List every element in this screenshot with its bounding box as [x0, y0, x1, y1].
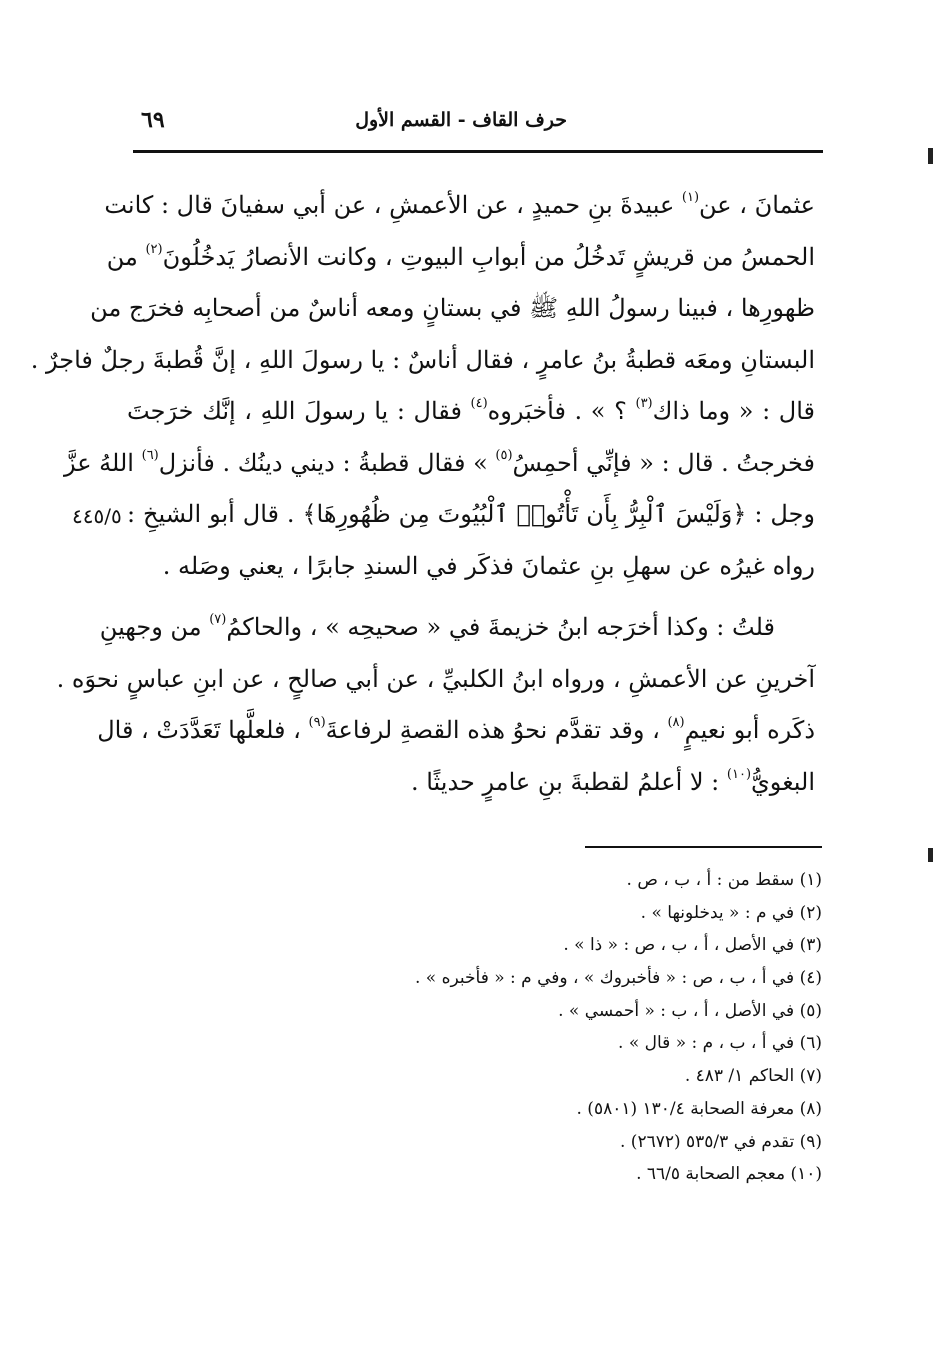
- text-line: عثمانَ ، عن$^{(١)}$ عبيدةَ بنِ حميدٍ ، عن الأعمشِ ، عن أبي سفيانَ قال : كانت: [104, 190, 815, 219]
- text-line: الحمسُ من قريشٍ تَدخُلُ من أبوابِ البيوتِ ، وكانت الأنصارُ يَدخُلُونَ$^{(٢)}$ من: [106, 241, 815, 271]
- margin-reference: ٤٤٥/٥: [72, 504, 122, 528]
- footnote-marker: (٩): [308, 715, 326, 730]
- footnote-marker: (٨): [667, 715, 685, 730]
- footnote: (٤) في أ ، ب ، ص : « فأخبروك » ، وفي م : « فأخبره » .: [415, 968, 822, 989]
- text-line: قال : « وما ذاك$^{(٣)}$ ؟ » . فأخبَروه$^{(٤)}$ فقال : يا رسولَ اللهِ ، إنَّك خرَجتَ: [127, 396, 815, 425]
- header-rule: [133, 150, 823, 153]
- footnote: (٥) في الأصل ، أ ، ب : « أحمسي » .: [558, 1000, 822, 1021]
- text-line: فخرجتُ . قال : « فإنِّي أحمِسُ$^{(٥)}$ » فقال قطبةُ : ديني دينُك . فأنزل$^{(٦)}$ اللهُ عزَّ: [63, 447, 815, 477]
- text-line: البغويُّ$^{(١٠)}$ : لا أعلمُ لقطبةَ بنِ عامرٍ حديثًا .: [410, 766, 815, 796]
- footnote: (١) سقط من : أ ، ب ، ص .: [626, 870, 822, 890]
- scan-edge-mark-top: [928, 148, 933, 164]
- footnote-marker: (١٠): [726, 766, 752, 782]
- text-line: ذكَره أبو نعيمٍ$^{(٨)}$ ، وقد تقدَّم نحوُ هذه القصةِ لرفاعةَ$^{(٩)}$ ، فلعلَّها تَعَدَّدَتْ ، قال: [97, 715, 815, 744]
- footnote-marker: (٧): [209, 612, 227, 627]
- running-header: [125, 105, 825, 141]
- footnote-marker: (٤): [470, 396, 488, 411]
- running-title: حرف القاف - القسم الأول: [355, 109, 567, 131]
- footnote: (٧) الحاكم ١/ ٤٨٣ .: [684, 1066, 822, 1087]
- footnote-marker: (٥): [495, 447, 513, 463]
- footnote-rule: [585, 846, 822, 848]
- footnote-marker: (٦): [141, 447, 159, 463]
- footnote: (٩) تقدم في ٥٣٥/٣ (٢٦٧٢) .: [620, 1131, 822, 1152]
- footnote-marker: (٢): [145, 241, 163, 257]
- footnote: (١٠) معجم الصحابة ٦٦/٥ .: [636, 1164, 822, 1185]
- page-number: ٦٩: [141, 107, 165, 133]
- text-line: رواه غيرُه عن سهلِ بنِ عثمانَ فذكَر في السندِ جابرًا ، يعني وصَله .: [162, 551, 815, 580]
- text-line: قلتُ : وكذا أخرَجه ابنُ خزيمةَ في « صحيحِه » ، والحاكمُ$^{(٧)}$ من وجهينِ: [99, 612, 775, 641]
- text-line: وجل : ﴿وَلَيْسَ ٱلْبِرُّ بِأَن تَأْتُوا۟ ٱلْبُيُوتَ مِن ظُهُورِهَا﴾ . قال أبو الشيخِ :: [127, 500, 815, 528]
- footnote: (٨) معرفة الصحابة ١٣٠/٤ (٥٨٠١) .: [576, 1098, 822, 1119]
- footnote: (٣) في الأصل ، أ ، ب ، ص : « ذا » .: [563, 935, 822, 956]
- footnote: (٦) في أ ، ب ، م : « قال » .: [618, 1033, 822, 1054]
- footnote-marker: (٣): [635, 396, 653, 411]
- scan-edge-mark-bottom: [928, 848, 933, 862]
- text-line: البستانِ ومعَه قطبةُ بنُ عامرٍ ، فقال أناسٌ : يا رسولَ اللهِ ، إنَّ قُطبةَ رجلٌ فاجرٌ .: [30, 345, 815, 374]
- footnote-marker: (١): [681, 190, 700, 205]
- text-line: ظهورِها ، فبينا رسولُ اللهِ ﷺ في بستانٍ ومعه أناسٌ من أصحابِه فخرَج من: [90, 294, 815, 322]
- footnotes: [322, 864, 822, 1191]
- text-line: آخرينِ عن الأعمشِ ، ورواه ابنُ الكلبيِّ ، عن أبي صالحٍ ، عن ابنِ عباسٍ نحوَه .: [56, 664, 815, 693]
- footnote: (٢) في م : « يدخلونها » .: [640, 902, 822, 923]
